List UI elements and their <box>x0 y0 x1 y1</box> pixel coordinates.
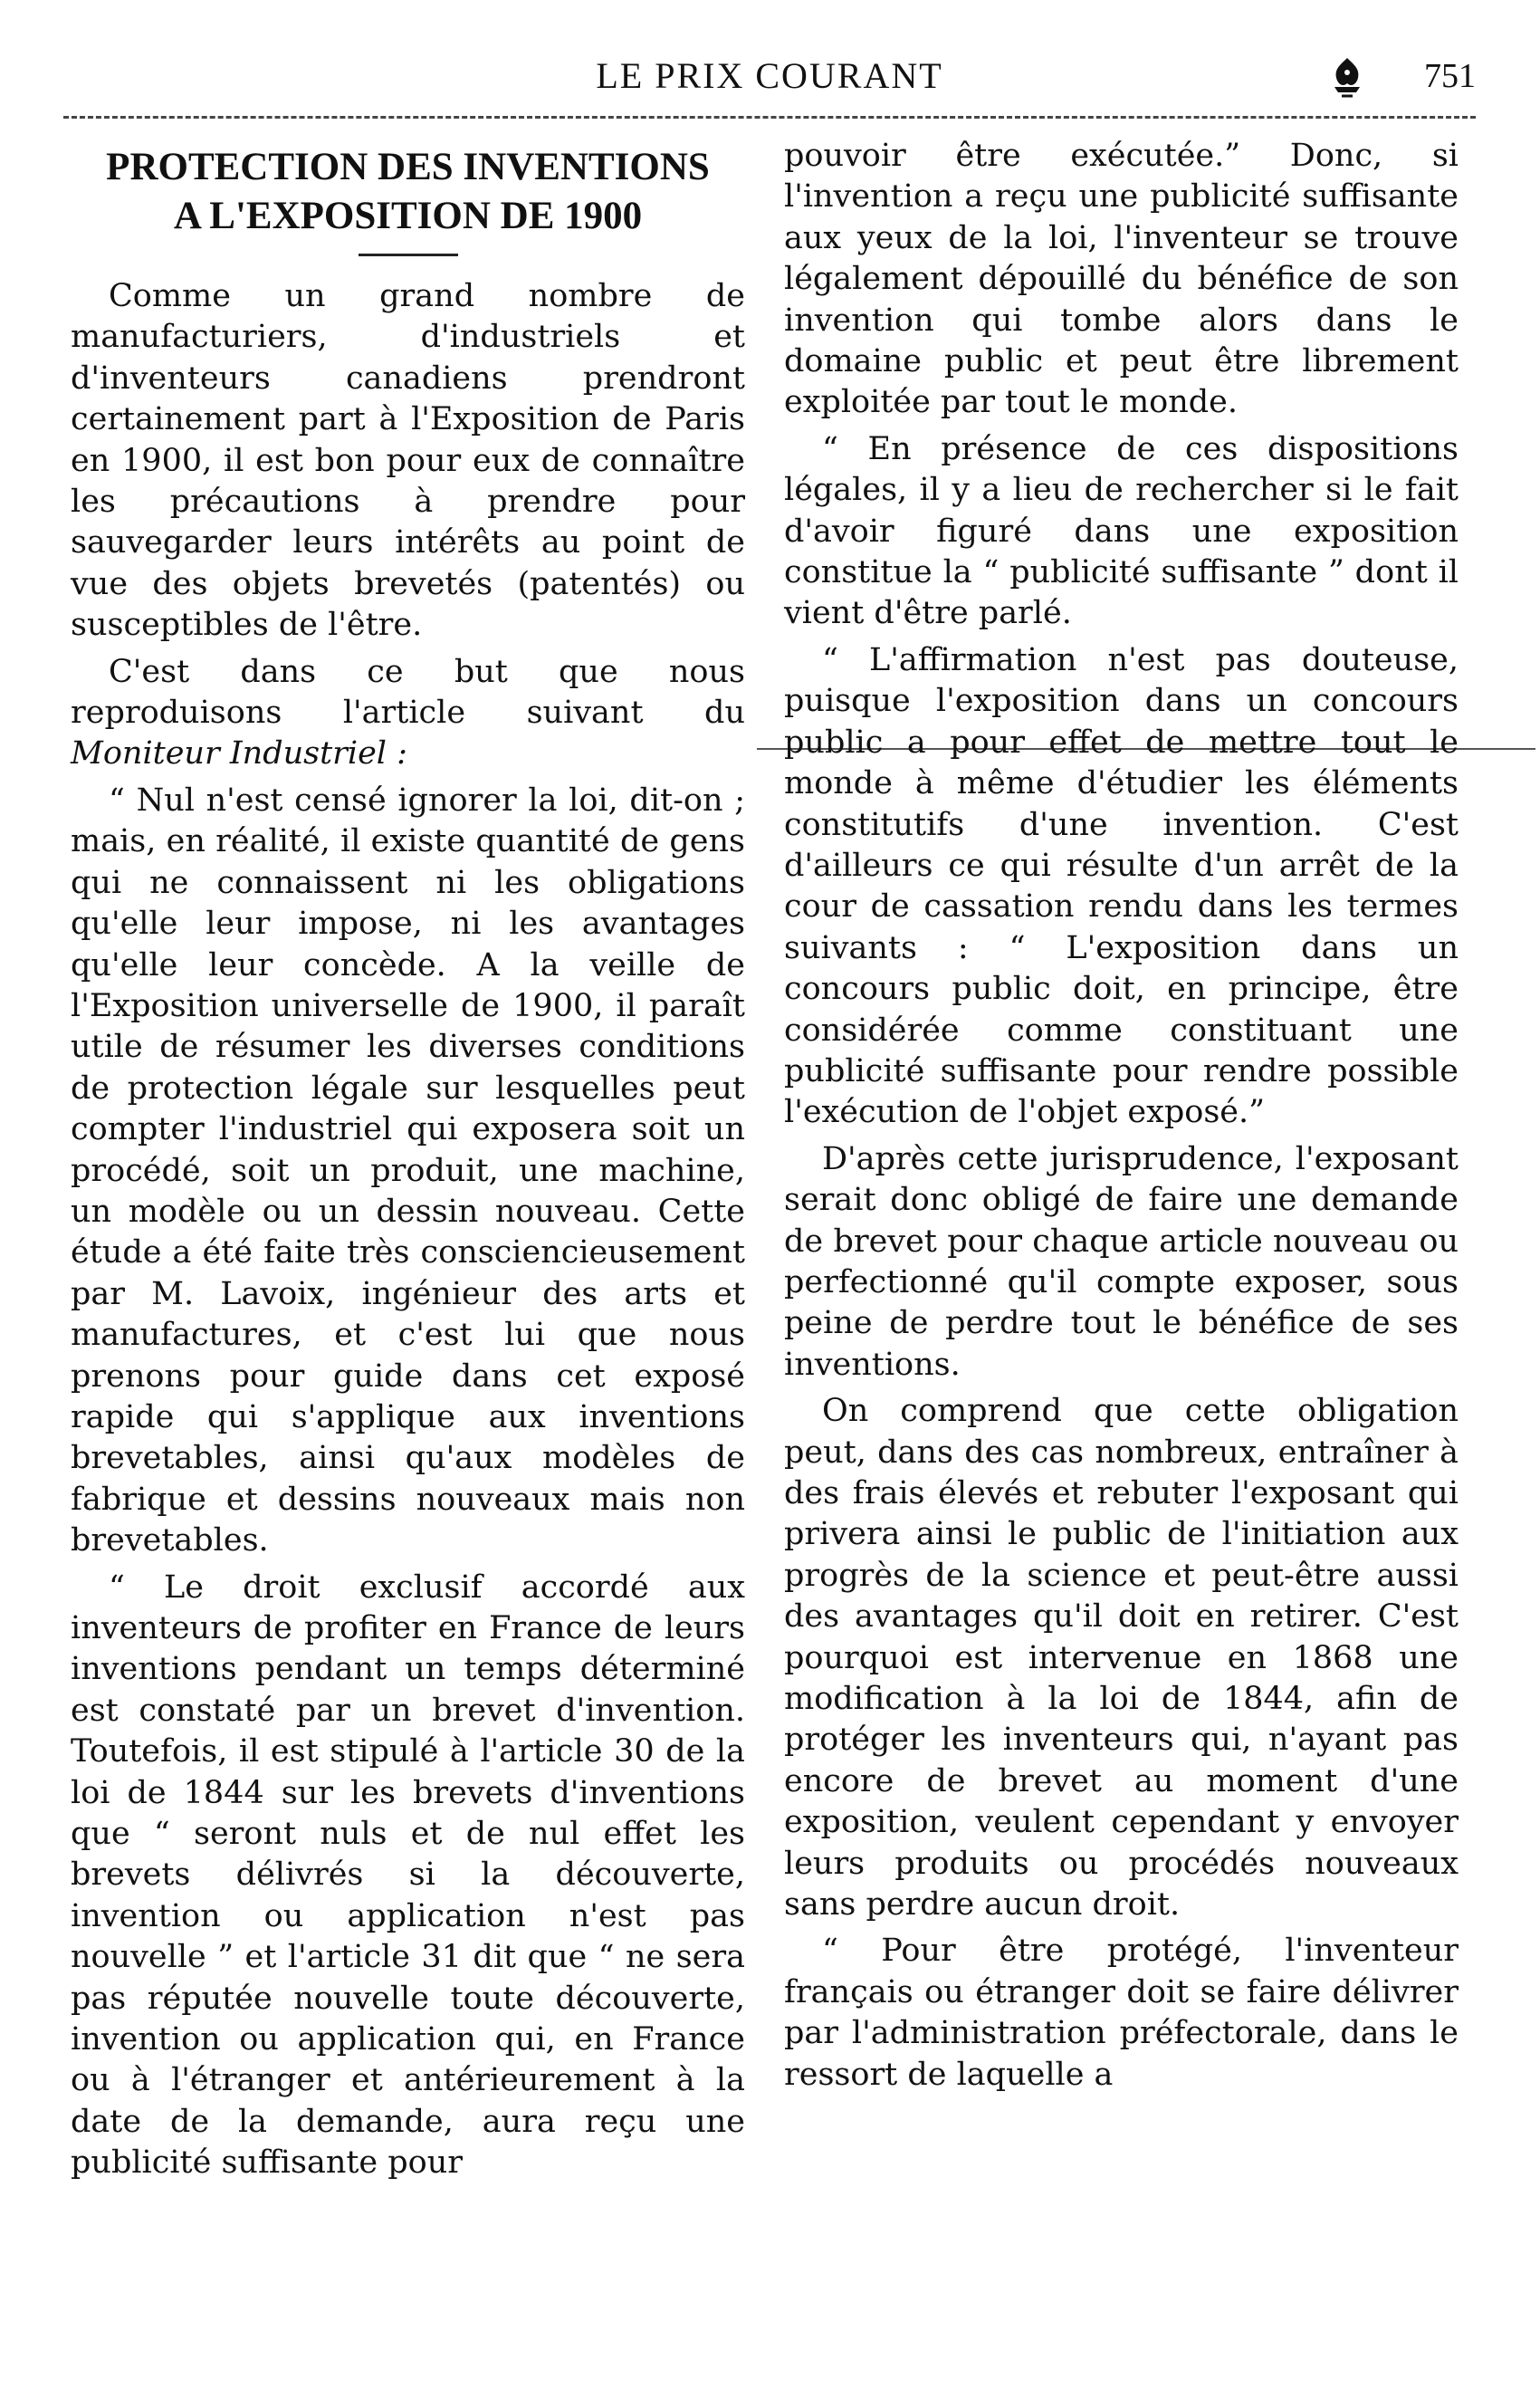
header-rule <box>63 116 1476 119</box>
article-title-line-1: PROTECTION DES INVENTIONS <box>106 146 710 188</box>
paragraph: “ Nul n'est censé ignorer la loi, dit-on ; mais, en réalité, il existe quantité de gens qui ne connaissent ni les obligations qu'elle leur impose, ni les avantages qu'elle leur concède. A la veille de l'Exposition universelle de 1900, il paraît utile de résumer les diverses conditions de protection légale sur lesquelles peut compter l'industriel qui exposera soit un procédé, soit un produit, une machine, un modèle ou un dessin nouveau. Cette étude a été faite très consciencieusement par M. Lavoix, ingénieur des arts et manufactures, et c'est lui que nous prenons pour guide dans cet exposé rapide qui s'applique aux inventions brevetables, ainsi qu'aux modèles de fabrique et dessins nouveaux mais non brevetables. <box>71 782 745 1559</box>
right-column <box>784 136 1459 2101</box>
title-rule <box>359 254 458 256</box>
fleuron-ornament-icon <box>1329 56 1365 100</box>
paragraph: Comme un grand nombre de manufacturiers, d'industriels et d'inventeurs canadiens prendront certainement part à l'Exposition de Paris en 1900, il est bon pour eux de connaître les précautions à prendre pour sauvegarder leurs intérêts au point de vue des objets brevetés (patentés) ou susceptibles de l'être. <box>71 278 745 644</box>
paragraph: “ Le droit exclusif accordé aux inventeurs de profiter en France de leurs inventions pendant un temps déterminé est constaté par un brevet d'invention. Toutefois, il est stipulé à l'article 30 de la loi de 1844 sur les brevets d'inventions que “ seront nuls et de nul effet les brevets délivrés si la découverte, invention ou application n'est pas nouvelle ” et l'article 31 dit que “ ne sera pas réputée nouvelle toute découverte, invention ou application qui, en France ou à l'étranger et antérieurement à la date de la demande, aura reçu une publicité suffisante pour <box>71 1569 745 2182</box>
source-publication: Moniteur Industriel : <box>71 735 407 772</box>
running-head <box>63 54 1476 109</box>
left-column <box>71 136 745 2190</box>
paragraph: “ Pour être protégé, l'inventeur français ou étranger doit se faire délivrer par l'administration préfectorale, dans le ressort de laquelle a <box>784 1933 1459 2093</box>
page-number: 751 <box>1424 57 1476 95</box>
article-title <box>71 143 745 241</box>
paragraph-text: C'est dans ce but que nous reproduisons l'article suivant du <box>71 653 745 732</box>
journal-title: LE PRIX COURANT <box>596 55 943 96</box>
article-title-line-2: A L'EXPOSITION DE 1900 <box>173 195 643 237</box>
paragraph: D'après cette jurisprudence, l'exposant serait donc obligé de faire une demande de brevet pour chaque article nouveau ou perfectionné qu'il compte exposer, sous peine de perdre tout le bénéfice de ses inventions. <box>784 1140 1459 1383</box>
paragraph-with-source <box>71 652 745 775</box>
paragraph: On comprend que cette obligation peut, dans des cas nombreux, entraîner à des frais élevés et rebuter l'exposant qui privera ainsi le public de l'initiation aux progrès de la science et peut-être aussi des avantages qu'il doit en retirer. C'est pourquoi est intervenue en 1868 une modification à la loi de 1844, afin de protéger les inventeurs qui, n'ayant pas encore de brevet au moment d'une exposition, veulent cependant y envoyer leurs produits ou procédés nouveaux sans perdre aucun droit. <box>784 1393 1459 1924</box>
paragraph: “ En présence de ces dispositions légales, il y a lieu de rechercher si le fait d'avoir figuré dans une exposition constitue la “ publicité suffisante ” dont il vient d'être parlé. <box>784 430 1459 632</box>
paragraph-continued: pouvoir être exécutée.” Donc, si l'invention a reçu une publicité suffisante aux yeux de la loi, l'inventeur se trouve légalement dépouillé du bénéfice de son invention qui tombe alors dans le domaine public et peut être librement exploitée par tout le monde. <box>784 138 1459 421</box>
paragraph: “ L'affirmation n'est pas douteuse, puisque l'exposition dans un concours public a pour effet de mettre tout le monde à même d'étudier les éléments constitutifs d'une invention. C'est d'ailleurs ce qui résulte d'un arrêt de la cour de cassation rendu dans les termes suivants : “ L'exposition dans un concours public doit, en principe, être considérée comme constituant une publicité suffisante pour rendre possible l'exécution de l'objet exposé.” <box>784 641 1459 1131</box>
